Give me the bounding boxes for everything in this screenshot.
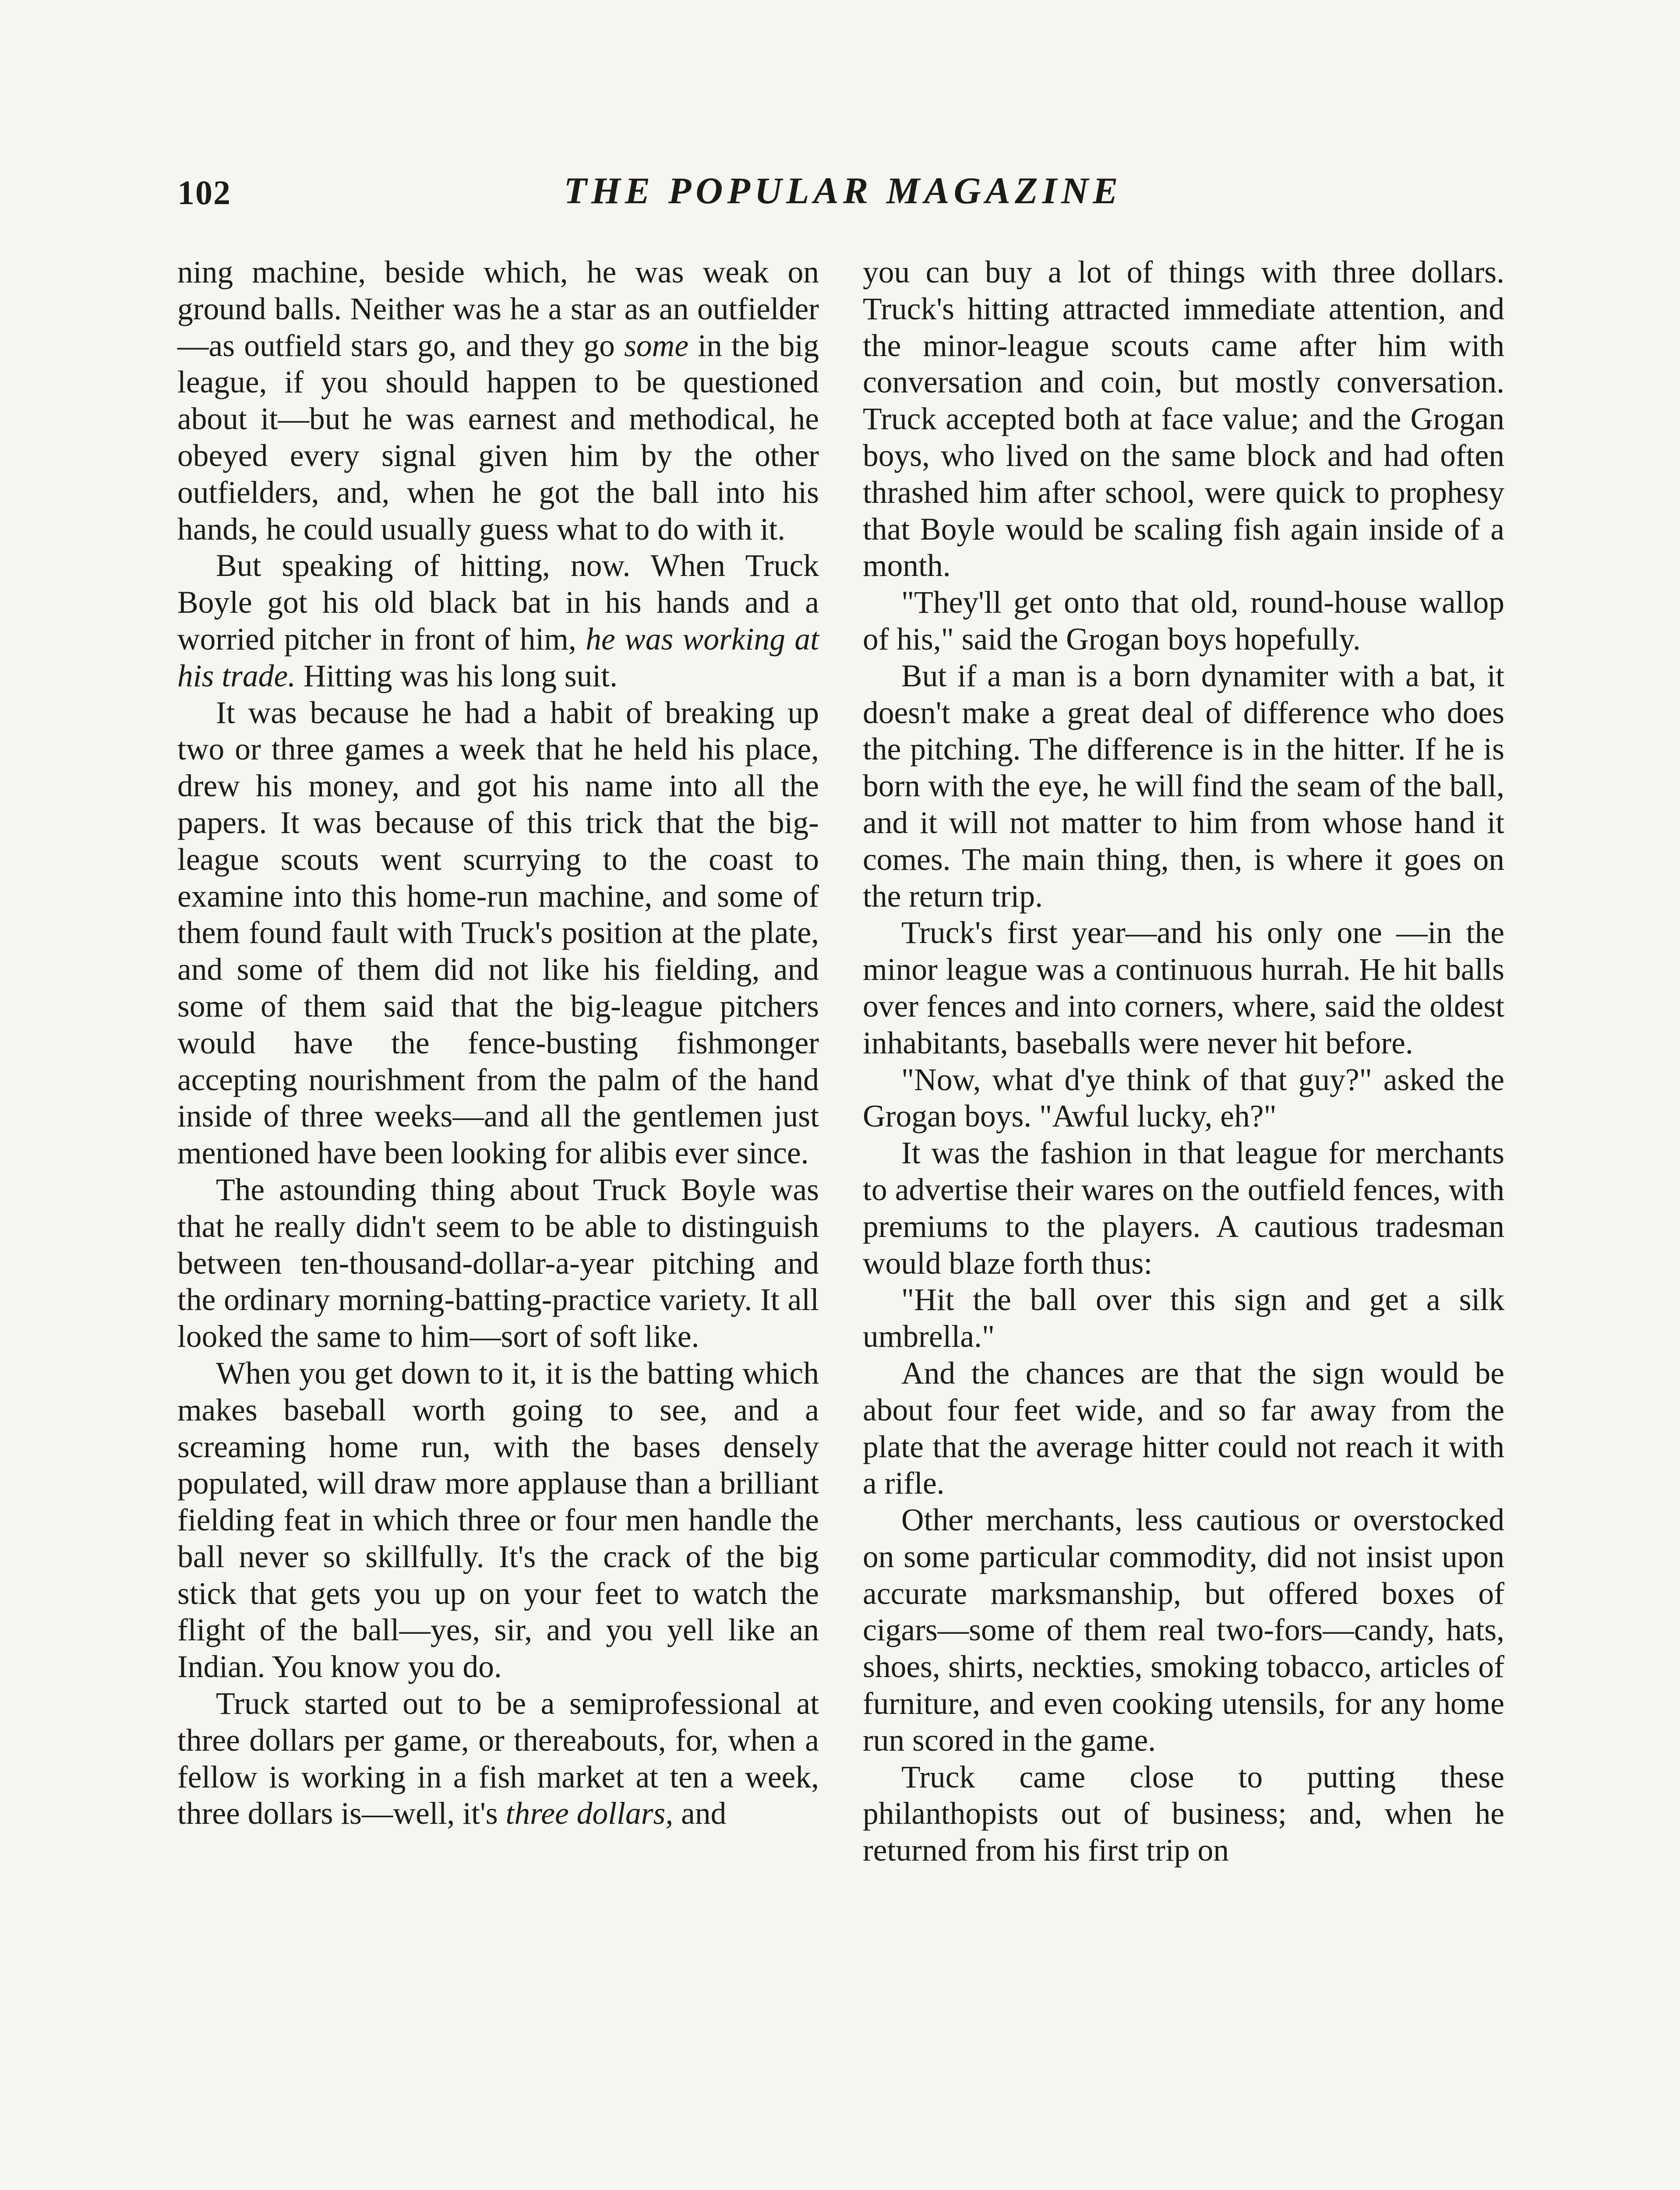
page-header <box>177 169 1509 234</box>
paragraph-text-continued: and <box>673 1796 727 1831</box>
italic-phrase: he was working at his trade. <box>177 622 819 693</box>
paragraph <box>863 254 1504 584</box>
paragraph-text: It was because he had a habit of breaking up two or three games a week that he held his place, drew his money, and got his name into all the papers. It was because of this trick that the big-league scouts went scurrying to the coast to examine into this home-run machine, and some of them found fault with Truck's position at the plate, and some of them did not like his fielding, and some of them said that the big-league pitchers would have the fence-busting fishmonger accepting nourishment from the palm of the hand inside of three weeks—and all the gentlemen just mentioned have been looking for alibis ever since. <box>177 695 819 1171</box>
italic-phrase: some <box>624 328 689 363</box>
paragraph-text: And the chances are that the sign would be about four feet wide, and so far away from the plate that the average hitter could not reach it with a rifle. <box>863 1356 1504 1501</box>
italic-phrase: three dollars, <box>505 1796 674 1831</box>
paragraph-text: Truck started out to be a semiprofessional at three dollars per game, or thereabouts, for, when a fellow is working in a fish market at ten a week, three dollars is—well, it's <box>177 1686 819 1831</box>
paragraph-text-continued: in the big league, if you should happen to be questioned about it—but he was earnest and methodical, he obeyed every signal given him by the other outfielders, and, when he got the ball into his hands, he could usually guess what to do with it. <box>177 328 819 547</box>
paragraph <box>863 1502 1504 1759</box>
paragraph-text: Other merchants, less cautious or overstocked on some particular commodity, did not insist upon accurate marksmanship, but offered boxes of cigars—some of them real two-fors—candy, hats, shoes, shirts, neckties, smoking tobacco, articles of furniture, and even cooking utensils, for any home run scored in the game. <box>863 1503 1504 1758</box>
paragraph-text: Truck came close to putting these philanthopists out of business; and, when he returned from his first trip on <box>863 1759 1504 1868</box>
paragraph <box>863 1282 1504 1355</box>
paragraph <box>177 1355 819 1685</box>
paragraph <box>177 548 819 694</box>
paragraph-text: Truck's first year—and his only one —in the minor league was a continuous hurrah. He hit balls over fences and into corners, where, said the oldest inhabitants, baseballs were never hit before. <box>863 915 1504 1060</box>
paragraph <box>863 1355 1504 1502</box>
left-column <box>177 254 819 1832</box>
paragraph-text: "Hit the ball over this sign and get a silk umbrella." <box>863 1282 1504 1354</box>
running-head: THE POPULAR MAGAZINE <box>564 170 1122 212</box>
paragraph-text: It was the fashion in that league for merchants to advertise their wares on the outfield fences, with premiums to the players. A cautious tradesman would blaze forth thus: <box>863 1136 1504 1281</box>
paragraph-text: But if a man is a born dynamiter with a bat, it doesn't make a great deal of difference who does the pitching. The difference is in the hitter. If he is born with the eye, he will find the seam of the ball, and it will not matter to him from whose hand it comes. The main thing, then, is where it goes on the return trip. <box>863 658 1504 914</box>
paragraph <box>863 1759 1504 1869</box>
paragraph <box>863 584 1504 658</box>
paragraph-text: ning machine, beside which, he was weak on ground balls. Neither was he a star as an outfielder—as outfield stars go, and they go <box>177 255 819 363</box>
paragraph-text: "Now, what d'ye think of that guy?" asked the Grogan boys. "Awful lucky, eh?" <box>863 1062 1504 1134</box>
paragraph-text: When you get down to it, it is the batting which makes baseball worth going to see, and a screaming home run, with the bases densely populated, will draw more applause than a brilliant fielding feat in which three or four men handle the ball never so skillfully. It's the crack of the big stick that gets you up on your feet to watch the flight of the ball—yes, sir, and you yell like an Indian. You know you do. <box>177 1356 819 1685</box>
paragraph-text-continued: Hitting was his long suit. <box>296 658 618 693</box>
paragraph-text: But speaking of hitting, now. When Truck Boyle got his old black bat in his hands and a worried pitcher in front of him, <box>177 548 819 657</box>
paragraph <box>863 658 1504 915</box>
paragraph <box>177 1172 819 1355</box>
paragraph <box>863 1062 1504 1135</box>
paragraph-text: "They'll get onto that old, round-house wallop of his," said the Grogan boys hopefully. <box>863 585 1504 657</box>
paragraph <box>863 915 1504 1061</box>
paragraph <box>177 1685 819 1832</box>
paragraph-text: you can buy a lot of things with three dollars. Truck's hitting attracted immediate attention, and the minor-league scouts came after him with conversation and coin, but mostly conversation. Truck accepted both at face value; and the Grogan boys, who lived on the same block and had often thrashed him after school, were quick to prophesy that Boyle would be scaling fish again inside of a month. <box>863 255 1504 583</box>
right-column <box>863 254 1504 1869</box>
paragraph <box>177 695 819 1172</box>
page-number: 102 <box>177 173 231 212</box>
paragraph <box>177 254 819 548</box>
paragraph-text: The astounding thing about Truck Boyle was that he really didn't seem to be able to distinguish between ten-thousand-dollar-a-year pitching and the ordinary morning-batting-practice variety. It all looked the same to him—sort of soft like. <box>177 1172 819 1354</box>
paragraph <box>863 1135 1504 1282</box>
